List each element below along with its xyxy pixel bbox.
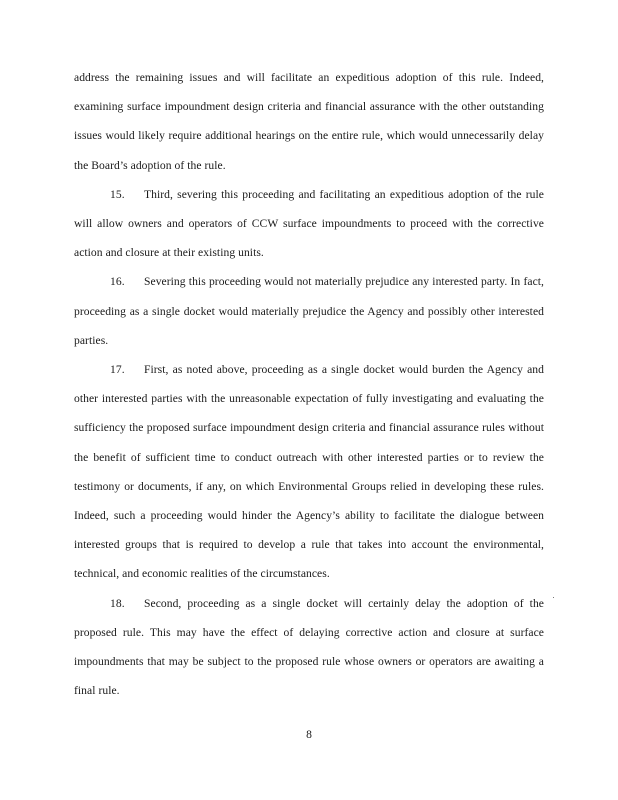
page-number: 8	[306, 728, 312, 741]
document-body	[74, 63, 544, 705]
paragraph-17	[74, 355, 544, 589]
paragraph-text: Second, proceeding as a single docket will certainly delay the adoption of the proposed rule. This may have the effect of delaying corrective action and closure at surface impoundments that may be subject to the proposed rule whose owners or operators are awaiting a final rule.	[74, 596, 544, 698]
paragraph-number: 16.	[110, 275, 125, 289]
paragraph-continuation	[74, 63, 544, 180]
paragraph-text: Severing this proceeding would not materially prejudice any interested party. In fact, proceeding as a single docket would materially prejudice the Agency and possibly other interested parties.	[74, 275, 544, 347]
paragraph-number: 18.	[110, 596, 125, 610]
paragraph-text: address the remaining issues and will facilitate an expeditious adoption of this rule. Indeed, examining surface impoundment design criteria and financial assurance with the other outstanding issues would likely require additional hearings on the entire rule, which would unnecessarily delay the Board’s adoption of the rule.	[74, 71, 544, 172]
scan-artifact-dot	[553, 597, 554, 598]
paragraph-text: Third, severing this proceeding and facilitating an expeditious adoption of the rule will allow owners and operators of CCW surface impoundments to proceed with the corrective action and closure at their existing units.	[74, 187, 544, 260]
paragraph-number: 15.	[110, 187, 125, 201]
paragraph-text: First, as noted above, proceeding as a single docket would burden the Agency and other interested parties with the unreasonable expectation of fully investigating and evaluating the sufficiency the proposed surface impoundment design criteria and financial assurance rules without the benefit of sufficient time to conduct outreach with other interested parties or to review the testimony or documents, if any, on which Environmental Groups relied in developing these rules. Indeed, such a proceeding would hinder the Agency’s ability to facilitate the dialogue between interested groups that is required to develop a rule that takes into account the environmental, technical, and economic realities of the circumstances.	[74, 363, 544, 581]
paragraph-18	[74, 589, 544, 706]
paragraph-16	[74, 267, 544, 355]
paragraph-number: 17.	[110, 363, 125, 377]
paragraph-15	[74, 180, 544, 268]
